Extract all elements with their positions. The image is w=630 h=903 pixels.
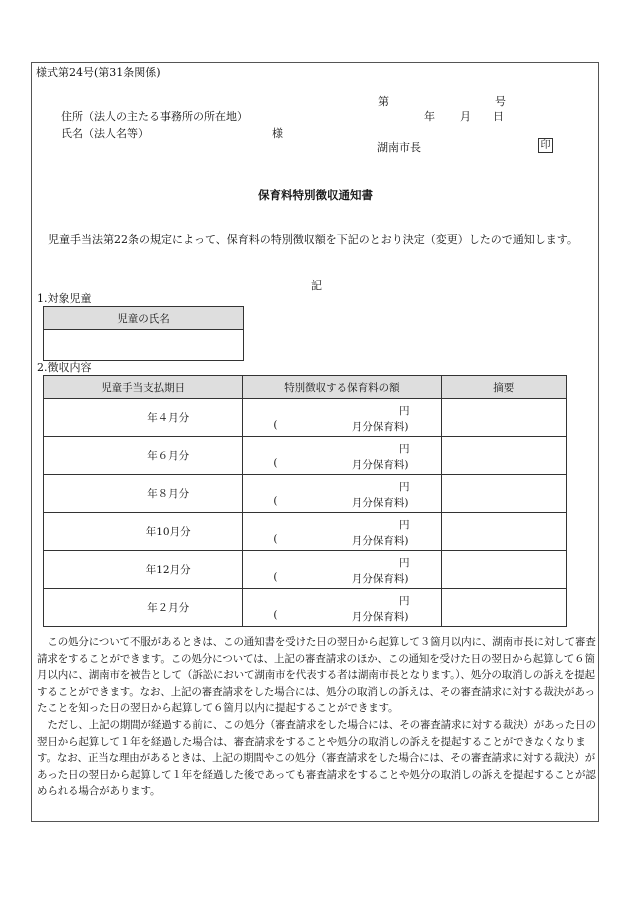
address-label: 住所（法人の主たる事務所の所在地） bbox=[61, 110, 248, 123]
document-title: 保育料特別徴収通知書 bbox=[258, 188, 373, 202]
year-label: 年 bbox=[424, 110, 435, 123]
month-note: 月分保育料) bbox=[351, 497, 409, 509]
notice-paragraph-2: ただし、上記の期間が経過する前に、この処分（審査請求をした場合には、その審査請求に対する裁決）があった日の翌日から起算して１年を経過した場合は、審査請求をすることや処分の取消しの訴えを提起することができなくなります。なお、正当な理由があるときは、上記の期間やこの処分（審査請求をした場合には、その審査請求に対する裁決）があった日の翌日から起算して１年を経過した後であっても審査請求をすることや処分の取消しの訴えを提起することが認められる場合があります。 bbox=[37, 719, 596, 798]
form-number: 様式第24号(第31条関係) bbox=[36, 66, 161, 79]
remarks-cell bbox=[441, 513, 566, 551]
yen-label: 円 bbox=[399, 443, 410, 455]
number-suffix: 号 bbox=[495, 95, 506, 108]
remarks-cell bbox=[441, 475, 566, 513]
header-remarks: 摘要 bbox=[441, 376, 566, 399]
table-row bbox=[44, 399, 567, 437]
month-note: 月分保育料) bbox=[351, 421, 409, 433]
name-label: 氏名（法人名等） bbox=[61, 127, 149, 140]
number-prefix: 第 bbox=[378, 95, 389, 108]
child-name-cell bbox=[44, 330, 244, 361]
month-note: 月分保育料) bbox=[351, 459, 409, 471]
section2-heading: 2.徴収内容 bbox=[37, 361, 92, 374]
header-amount: 特別徴収する保育料の額 bbox=[243, 376, 441, 399]
seal-mark: 印 bbox=[538, 138, 553, 153]
month-note: 月分保育料) bbox=[351, 573, 409, 585]
table-row bbox=[44, 589, 567, 627]
remarks-cell bbox=[441, 589, 566, 627]
period-cell: 年10月分 bbox=[145, 526, 191, 538]
child-table bbox=[43, 306, 244, 361]
child-name-header: 児童の氏名 bbox=[44, 307, 244, 330]
table-row bbox=[44, 475, 567, 513]
paren-open: ( bbox=[273, 533, 278, 545]
month-note: 月分保育料) bbox=[351, 535, 409, 547]
table-row bbox=[44, 513, 567, 551]
issuer-title: 湖南市長 bbox=[377, 141, 421, 154]
remarks-cell bbox=[441, 551, 566, 589]
yen-label: 円 bbox=[399, 405, 410, 417]
period-cell: 年12月分 bbox=[145, 564, 191, 576]
paren-open: ( bbox=[273, 609, 278, 621]
remarks-cell bbox=[441, 437, 566, 475]
yen-label: 円 bbox=[399, 557, 410, 569]
table-row bbox=[44, 437, 567, 475]
period-cell: 年２月分 bbox=[147, 602, 190, 614]
header-payment-date: 児童手当支払期日 bbox=[44, 376, 243, 399]
yen-label: 円 bbox=[399, 595, 410, 607]
paren-open: ( bbox=[273, 495, 278, 507]
yen-label: 円 bbox=[399, 519, 410, 531]
paren-open: ( bbox=[273, 571, 278, 583]
period-cell: 年８月分 bbox=[147, 488, 190, 500]
section1-heading: 1.対象児童 bbox=[37, 292, 92, 305]
table-row bbox=[44, 551, 567, 589]
paren-open: ( bbox=[273, 419, 278, 431]
remarks-cell bbox=[441, 399, 566, 437]
ki-label: 記 bbox=[311, 279, 322, 292]
day-label: 日 bbox=[493, 110, 504, 123]
intro-text: 児童手当法第22条の規定によって、保育料の特別徴収額を下記のとおり決定（変更）したので通知します。 bbox=[48, 233, 578, 246]
notice-paragraph-1: この処分について不服があるときは、この通知書を受けた日の翌日から起算して３箇月以内に、湖南市長に対して審査請求をすることができます。この処分については、上記の審査請求のほか、この通知を受けた日の翌日から起算して６箇月以内に、湖南市を被告として（訴訟において湖南市を代表する者は湖南市長となります。）、処分の取消しの訴えを提起することができます。なお、上記の審査請求をした場合には、処分の取消しの訴えは、その審査請求に対する裁決があったことを知った日の翌日から起算して６箇月以内に提起することができます。 bbox=[37, 636, 596, 715]
period-cell: 年６月分 bbox=[147, 450, 190, 462]
yen-label: 円 bbox=[399, 481, 410, 493]
period-cell: 年４月分 bbox=[147, 412, 190, 424]
paren-open: ( bbox=[273, 457, 278, 469]
month-note: 月分保育料) bbox=[351, 611, 409, 623]
month-label: 月 bbox=[460, 110, 471, 123]
collection-table bbox=[43, 375, 567, 627]
honorific: 様 bbox=[272, 127, 283, 140]
